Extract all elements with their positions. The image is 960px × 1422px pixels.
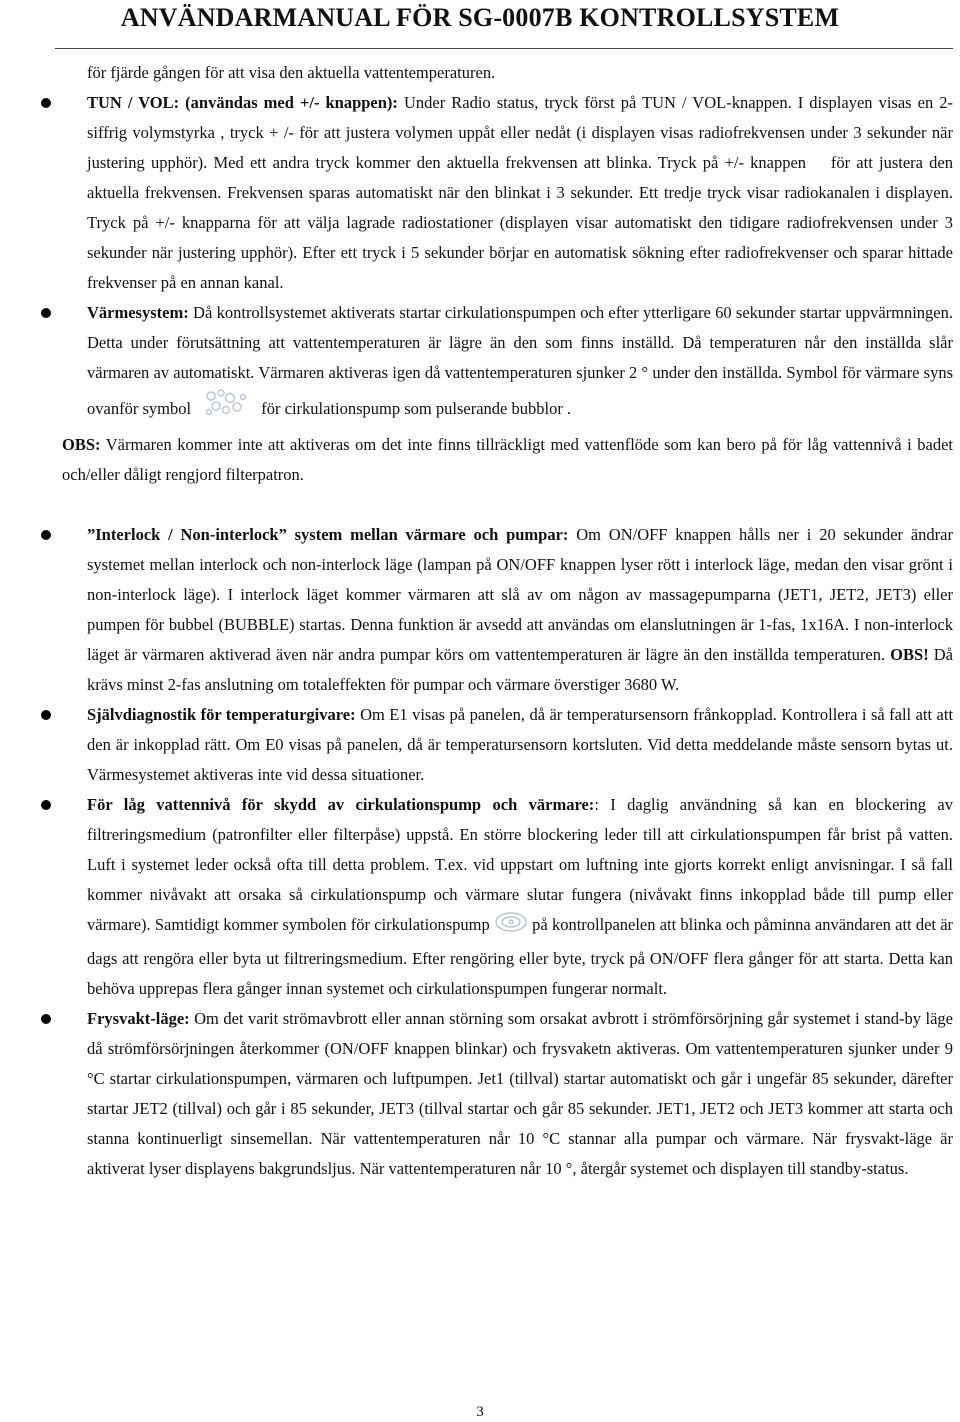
section-label: Värmesystem: (87, 303, 189, 322)
page-number: 3 (476, 1404, 484, 1420)
section-label: Frysvakt-läge: (87, 1009, 190, 1028)
section-text: under den inställda. Symbol för värmare syns ovanför symbol (87, 363, 953, 418)
section-text: Om ON/OFF knappen hålls ner i 20 sekunder ändrar systemet mellan interlock och non-interlock läge (lampan på ON/OFF knappen lyser rött i interlock läge, medan den visar grönt i non-interlock läge). I interlock läget kommer värmaren att slå av om någon av massagepumparna (JET1, JET2, JET3) eller pumpen för bubbel (BUBBLE) startas. Denna funktion är avsedd att användas om elanslutningen är 1-fas, 1x16A. I non-interlock läget är värmaren aktiverad även när andra pumpar körs om vattentemperaturen är lägre än den inställda temperaturen. (87, 525, 953, 664)
intro-line: för fjärde gången för att visa den aktuella vattentemperaturen. (87, 63, 496, 82)
manual-body (62, 58, 954, 1184)
section-text: på kontrollpanelen att blinka och påminna användaren att det är dags att rengöra eller byta ut filtreringsmedium. Efter rengöring eller byte, tryck på ON/OFF flera gånger för att starta. Detta kan behöva upprepas flera gånger innan systemet och cirkulationspumpen fungerar normalt. (87, 915, 954, 998)
section-lag-vattenniva (87, 790, 953, 1004)
section-text: Då krävs minst 2-fas anslutning om totaleffekten för pumpar och värmare överstiger 3680 W. (87, 645, 954, 694)
section-text: : I daglig användning så kan en blockering av filtreringsmedium (patronfilter eller filterpåse) uppstå. En större blockering leder till att cirkulationspumpen får brist på vatten. Luft i systemet leder också ofta till detta problem. T.ex. vid uppstart om luftning inte gjorts korrekt enligt anvisningar. I så fall kommer nivåvakt att orsaka så cirkulationspump och värmare slutar fungera (nivåvakt finns inkopplad både till pump eller värmare). Samtidigt kommer symbolen för cirkulationspump (87, 795, 953, 934)
obs-text: Värmaren kommer inte att aktiveras om det inte finns tillräckligt med vattenflöde som kan bero på för låg vattennivå i badet och/eller dåligt rengjord filterpatron. (62, 435, 954, 484)
bullet-icon (41, 800, 51, 810)
bullet-icon (41, 530, 51, 540)
section-text: för att justera den aktuella frekvensen. Frekvensen sparas automatiskt när den blinkat i 3 sekunder. Ett tredje tryck visar radiokanalen i displayen. Tryck på +/- knapparna för att välja lagrade radiostationer (displayen visar automatiskt den tidigare radiofrekvensen under 3 sekunder när justering upphör). Efter ett tryck i 5 sekunder börjar en automatisk sökning efter radiofrekvenser och sparar hittade frekvenser på en annan kanal. (87, 153, 953, 292)
section-text: Om E1 visas på panelen, då är temperatursensorn frånkopplad. Kontrollera i så fall att att den är inkopplad rätt. Om E0 visas på panelen, då är temperatursensorn kortsluten. Vid detta meddelande måste sensorn bytas ut. Värmesystemet aktiveras inte vid dessa situationer. (87, 705, 954, 784)
section-sjalvdiagnostik (87, 700, 953, 790)
section-frysvakt (87, 1004, 953, 1184)
bullet-icon (41, 308, 51, 318)
section-label: ”Interlock / Non-interlock” system mellan värmare och pumpar: (87, 525, 569, 544)
section-varmesystem (87, 298, 953, 428)
section-text: för cirkulationspump som pulserande bubblor . (261, 399, 572, 418)
bullet-icon (41, 1014, 51, 1024)
obs-label: OBS: (62, 435, 101, 454)
bullet-icon (41, 98, 51, 108)
section-text: Då kontrollsystemet aktiverats startar cirkulationspumpen och efter ytterligare 60 sekunder startar uppvärmningen. Detta under förutsättning att vattentemperaturen är lägre än den som finns inställd. Då temperaturen når den inställda slår värmaren av automatiskt. Värmaren aktiveras igen då vattentemperaturen sjunker 2 (87, 303, 954, 382)
section-text: Om det varit strömavbrott eller annan störning som orsakat avbrott i strömförsörjning går systemet i stand-by läge då strömförsörjningen återkommer (ON/OFF knappen blinkar) och frysvaketn aktiveras. Om vattentemperaturen sjunker under 9 °C startar cirkulationspumpen, värmaren och luftpumpen. Jet1 (tillval) startar automatiskt och går i ungefär 85 sekunder, därefter startar JET2 (tillval) och går i 85 sekunder, JET3 (tillval startar och går 85 sekunder. JET1, JET2 och JET3 kommer att starta och stanna kontinuerligt sinsemellan. När vattentemperaturen når 10 °C stannar alla pumpar och värmare. När frysvakt-läge är aktiverat lyser displayens bakgrundsljus. När vattentemperaturen når 10 °, återgår systemet och displayen till standby-status. (87, 1009, 954, 1178)
obs-label: OBS! (890, 645, 929, 664)
obs-note (62, 430, 953, 490)
circulation-pump-icon (494, 910, 528, 944)
section-label: TUN / VOL: (användas med +/- knappen): (87, 93, 398, 112)
degree-symbol: ° (641, 363, 649, 382)
section-label: För låg vattennivå för skydd av cirkulationspump och värmare: (87, 795, 595, 814)
page-title: ANVÄNDARMANUAL FÖR SG-0007B KONTROLLSYSTEM (120, 3, 840, 32)
section-tun-vol (87, 88, 953, 298)
section-label: Självdiagnostik för temperaturgivare: (87, 705, 356, 724)
bubbles-icon (195, 388, 257, 428)
bullet-icon (41, 710, 51, 720)
header-divider (55, 48, 953, 49)
section-text: Under Radio status, tryck först på TUN / VOL-knappen. I displayen visas en 2-siffrig volymstyrka , tryck + /- för att justera volymen uppåt eller nedåt (i displayen visas radiofrekvensen under 3 sekunder när justering upphör). Med ett andra tryck kommer den aktuella frekvensen att blinka. Tryck på +/- knappen (87, 93, 953, 172)
page-header (0, 0, 960, 46)
section-interlock (87, 520, 953, 700)
